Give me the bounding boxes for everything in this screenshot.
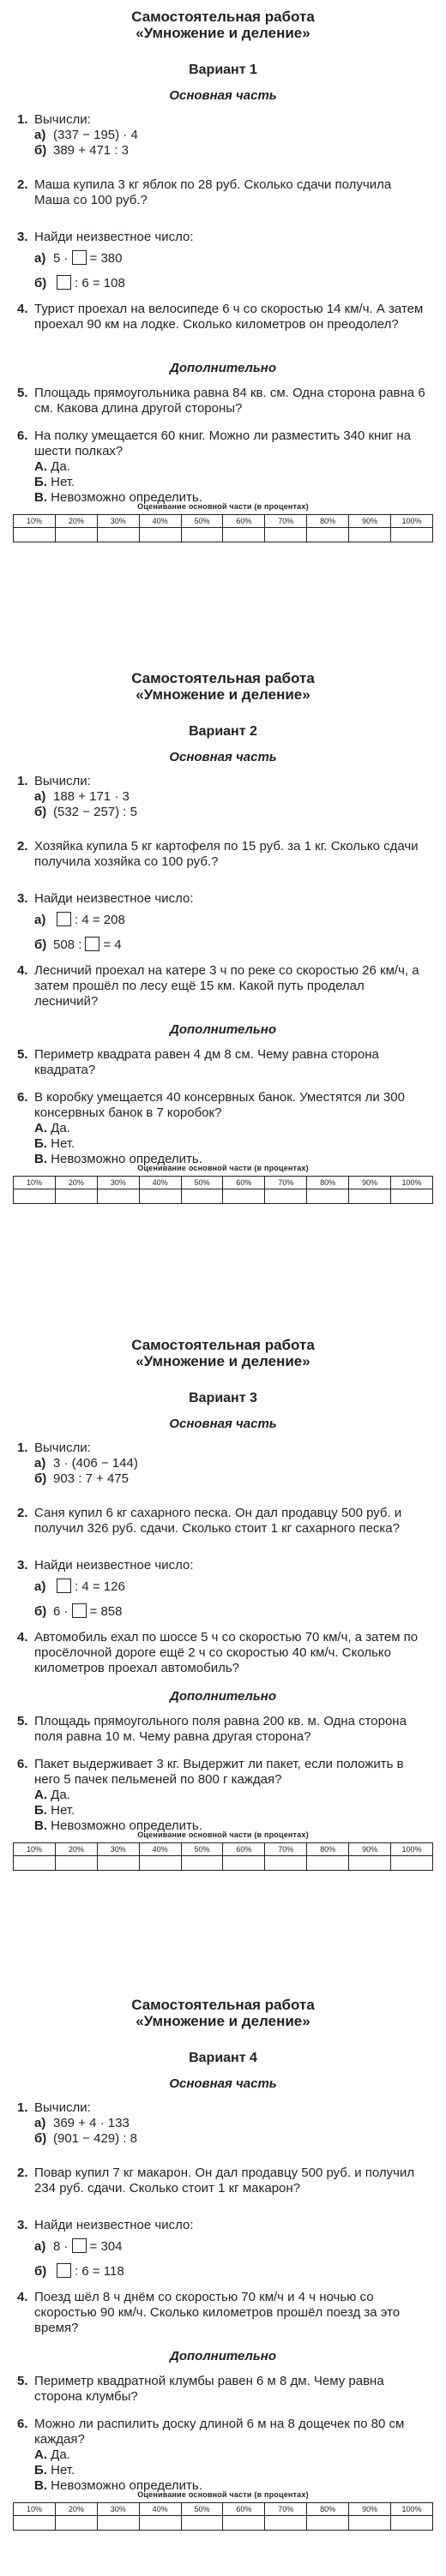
scale-cell[interactable] <box>181 528 223 542</box>
work-title-line2: «Умножение и деление» <box>136 686 310 703</box>
answer-box[interactable] <box>72 1603 87 1618</box>
scale-cell[interactable] <box>349 528 391 542</box>
work-title <box>0 1997 446 2029</box>
task-number: 2. <box>17 1506 28 1520</box>
task-5 <box>17 386 427 416</box>
task-number: 6. <box>17 1757 28 1771</box>
task-1 <box>17 1441 427 1487</box>
task-6 <box>17 2417 427 2494</box>
section-main-heading: Основная часть <box>169 1417 277 1431</box>
scale-cell[interactable] <box>223 1856 265 1871</box>
task-1 <box>17 2100 427 2147</box>
task-number: 4. <box>17 1630 28 1644</box>
task-text: Найди неизвестное число: <box>34 230 194 244</box>
task-2 <box>17 1506 427 1537</box>
task-number: 6. <box>17 1090 28 1105</box>
scale-caption: Оценивание основной части (в процентах) <box>137 502 309 511</box>
task-text: Хозяйка купила 5 кг картофеля по 15 руб. за 1 кг. Сколько сдачи получила хозяйка со 100 руб.? <box>34 839 419 869</box>
scale-cell[interactable] <box>139 1856 181 1871</box>
task-3 <box>17 1558 427 1620</box>
work-title-line1: Самостоятельная работа <box>131 670 315 686</box>
task-text: Повар купил 7 кг макарон. Он дал продавцу 500 руб. и получил 234 руб. сдачи. Сколько стоит 1 кг макарон? <box>34 2166 415 2196</box>
task-number: 1. <box>17 1441 28 1455</box>
scale-marks-row <box>14 1189 433 1204</box>
choice-b: Б. Нет. <box>34 475 75 489</box>
task-number: 1. <box>17 112 28 127</box>
subtask-a: а) 369 + 4 · 133 <box>34 2116 130 2130</box>
scale-cell[interactable] <box>349 2516 391 2531</box>
task-number: 4. <box>17 302 28 316</box>
section-main-heading: Основная часть <box>169 2076 277 2091</box>
scale-cell[interactable] <box>265 528 307 542</box>
task-3 <box>17 230 427 291</box>
choice-a: А. Да. <box>34 1788 70 1802</box>
scale-cell[interactable] <box>97 1189 139 1204</box>
grading-scale-table <box>13 2502 433 2531</box>
answer-box[interactable] <box>85 937 99 951</box>
section-extra-heading: Дополнительно <box>170 1689 276 1704</box>
task-text: Вычисли: <box>34 2100 91 2115</box>
scale-cell[interactable] <box>349 1189 391 1204</box>
task-4 <box>17 1630 427 1676</box>
task-1 <box>17 774 427 820</box>
subtask-a: а) : 4 = 126 <box>34 1579 125 1594</box>
scale-cell[interactable] <box>307 1856 349 1871</box>
section-extra-heading: Дополнительно <box>170 2349 276 2363</box>
work-title-line1: Самостоятельная работа <box>131 9 315 25</box>
task-number: 2. <box>17 177 28 192</box>
scale-header-row: 10% 20% 30% 40% 50% 60% 70% 80% 90% 100% <box>14 515 433 528</box>
task-text: Поезд шёл 8 ч днём со скоростью 70 км/ч и 4 ч ночью со скоростью 90 км/ч. Сколько километров прошёл поезд за это время? <box>34 2290 401 2335</box>
subtask-a: а) 5 · = 380 <box>34 251 123 266</box>
task-1 <box>17 112 427 159</box>
subtask-b: б) : 6 = 118 <box>34 2264 124 2279</box>
task-number: 2. <box>17 2166 28 2180</box>
task-6 <box>17 428 427 506</box>
task-text: Автомобиль ехал по шоссе 5 ч со скоростью 70 км/ч, а затем по просёлочной дороге ещё 2 ч со скоростью 40 км/ч. Сколько километров проехал автомобиль? <box>34 1630 419 1675</box>
choice-v: В. Невозможно определить. <box>34 490 202 505</box>
scale-header-row: 10% 20% 30% 40% 50% 60% 70% 80% 90% 100% <box>14 1843 433 1856</box>
task-number: 3. <box>17 1558 28 1573</box>
subtask-a: а) 3 · (406 − 144) <box>34 1456 138 1471</box>
scale-cell[interactable] <box>14 1856 56 1871</box>
work-title-line1: Самостоятельная работа <box>131 1337 315 1353</box>
grading-scale-table <box>13 1842 433 1871</box>
answer-box[interactable] <box>72 2238 87 2253</box>
scale-cell[interactable] <box>223 528 265 542</box>
task-number: 1. <box>17 774 28 788</box>
scale-cell[interactable] <box>265 1856 307 1871</box>
task-number: 6. <box>17 2417 28 2431</box>
task-number: 3. <box>17 230 28 244</box>
scale-cell[interactable] <box>55 1856 97 1871</box>
task-6 <box>17 1757 427 1834</box>
task-text: В коробку умещается 40 консервных банок. Уместятся ли 300 консервных банок в 7 коробок? <box>34 1090 405 1120</box>
task-text: На полку умещается 60 книг. Можно ли разместить 340 книг на шести полках? <box>34 428 411 458</box>
task-number: 4. <box>17 2290 28 2304</box>
scale-caption: Оценивание основной части (в процентах) <box>137 1164 309 1172</box>
section-extra-heading: Дополнительно <box>170 1022 276 1037</box>
work-title-line2: «Умножение и деление» <box>136 2013 310 2029</box>
task-5 <box>17 2374 427 2405</box>
variant-name: Вариант 1 <box>189 63 257 77</box>
task-text: Вычисли: <box>34 774 91 788</box>
subtask-a: а) : 4 = 208 <box>34 913 125 927</box>
answer-box[interactable] <box>57 2263 71 2278</box>
task-text: Вычисли: <box>34 1441 91 1455</box>
subtask-a: а) 8 · = 304 <box>34 2239 123 2254</box>
subtask-a: а) (337 − 195) · 4 <box>34 128 138 142</box>
scale-marks-row <box>14 528 433 542</box>
task-6 <box>17 1090 427 1167</box>
task-text: Найди неизвестное число: <box>34 891 194 906</box>
scale-marks-row <box>14 1856 433 1871</box>
task-text: Лесничий проехал на катере 3 ч по реке со скоростью 26 км/ч, а затем прошёл по лесу ещё 15 км. Какой путь проделал лесничий? <box>34 963 419 1009</box>
task-number: 3. <box>17 2218 28 2232</box>
choice-b: Б. Нет. <box>34 1136 75 1151</box>
scale-cell[interactable] <box>307 2516 349 2531</box>
scale-cell[interactable] <box>55 2516 97 2531</box>
scale-cell[interactable] <box>14 528 56 542</box>
task-number: 1. <box>17 2100 28 2115</box>
task-2 <box>17 839 427 870</box>
grading-scale-table <box>13 1176 433 1204</box>
task-number: 5. <box>17 1714 28 1728</box>
scale-cell[interactable] <box>391 2516 433 2531</box>
scale-marks-row <box>14 2516 433 2531</box>
work-title-line2: «Умножение и деление» <box>136 25 310 41</box>
task-text: Саня купил 6 кг сахарного песка. Он дал продавцу 500 руб. и получил 326 руб. сдачи. Сколько стоит 1 кг сахарного песка? <box>34 1506 402 1536</box>
scale-cell[interactable] <box>97 2516 139 2531</box>
variant-name: Вариант 4 <box>189 2051 257 2065</box>
task-text: Периметр квадрата равен 4 дм 8 см. Чему равна сторона квадрата? <box>34 1047 379 1077</box>
task-text: Турист проехал на велосипеде 6 ч со скоростью 14 км/ч. А затем проехал 90 км на лодке. Сколько километров он преодолел? <box>34 302 424 332</box>
choice-b: Б. Нет. <box>34 1803 75 1818</box>
scale-cell[interactable] <box>307 1189 349 1204</box>
scale-cell[interactable] <box>265 1189 307 1204</box>
scale-cell[interactable] <box>181 1189 223 1204</box>
scale-cell[interactable] <box>223 2516 265 2531</box>
scale-cell[interactable] <box>349 1856 391 1871</box>
answer-box[interactable] <box>72 250 87 265</box>
task-5 <box>17 1047 427 1078</box>
task-text: Вычисли: <box>34 112 91 127</box>
scale-cell[interactable] <box>55 528 97 542</box>
variant-name: Вариант 2 <box>189 724 257 739</box>
work-title <box>0 9 446 41</box>
subtask-b: б) 508 : = 4 <box>34 938 122 952</box>
work-title <box>0 1337 446 1369</box>
task-3 <box>17 2218 427 2279</box>
subtask-b: б) 903 : 7 + 475 <box>34 1471 129 1486</box>
choice-b: Б. Нет. <box>34 2463 75 2477</box>
scale-cell[interactable] <box>265 2516 307 2531</box>
choice-a: А. Да. <box>34 1121 70 1135</box>
task-number: 5. <box>17 2374 28 2388</box>
task-text: Найди неизвестное число: <box>34 1558 194 1573</box>
task-text: Маша купила 3 кг яблок по 28 руб. Сколько сдачи получила Маша со 100 руб.? <box>34 177 392 207</box>
task-2 <box>17 177 427 208</box>
scale-cell[interactable] <box>181 1856 223 1871</box>
task-2 <box>17 2166 427 2196</box>
task-text: Площадь прямоугольника равна 84 кв. см. Одна сторона равна 6 см. Какова длина другой стороны? <box>34 386 425 416</box>
choice-v: В. Невозможно определить. <box>34 2478 202 2493</box>
scale-cell[interactable] <box>391 1856 433 1871</box>
work-title-line2: «Умножение и деление» <box>136 1353 310 1369</box>
scale-cell[interactable] <box>97 1856 139 1871</box>
task-4 <box>17 963 427 1009</box>
task-number: 2. <box>17 839 28 854</box>
scale-cell[interactable] <box>223 1189 265 1204</box>
scale-cell[interactable] <box>55 1189 97 1204</box>
grading-scale-table <box>13 514 433 542</box>
scale-cell[interactable] <box>14 1189 56 1204</box>
scale-cell[interactable] <box>139 528 181 542</box>
section-main-heading: Основная часть <box>169 750 277 764</box>
subtask-b: б) (532 − 257) : 5 <box>34 805 137 819</box>
task-number: 5. <box>17 1047 28 1062</box>
subtask-b: б) (901 − 429) : 8 <box>34 2131 137 2146</box>
scale-cell[interactable] <box>14 2516 56 2531</box>
scale-caption: Оценивание основной части (в процентах) <box>137 1830 309 1839</box>
scale-cell[interactable] <box>139 2516 181 2531</box>
scale-cell[interactable] <box>307 528 349 542</box>
task-number: 4. <box>17 963 28 978</box>
task-5 <box>17 1714 427 1745</box>
answer-box[interactable] <box>57 275 71 290</box>
task-4 <box>17 2290 427 2336</box>
answer-box[interactable] <box>57 1579 71 1593</box>
work-title <box>0 670 446 703</box>
scale-cell[interactable] <box>181 2516 223 2531</box>
task-number: 3. <box>17 891 28 906</box>
task-number: 6. <box>17 428 28 443</box>
task-text: Площадь прямоугольного поля равна 200 кв. м. Одна сторона поля равна 10 м. Чему равна другая сторона? <box>34 1714 407 1744</box>
variant-name: Вариант 3 <box>189 1391 257 1405</box>
section-extra-heading: Дополнительно <box>170 361 276 375</box>
task-text: Найди неизвестное число: <box>34 2218 194 2232</box>
task-number: 5. <box>17 386 28 400</box>
scale-caption: Оценивание основной части (в процентах) <box>137 2490 309 2499</box>
answer-box[interactable] <box>57 912 71 926</box>
choice-a: А. Да. <box>34 2447 70 2462</box>
task-3 <box>17 891 427 953</box>
section-main-heading: Основная часть <box>169 88 277 103</box>
subtask-b: б) : 6 = 108 <box>34 276 125 291</box>
choice-a: А. Да. <box>34 459 70 474</box>
scale-cell[interactable] <box>139 1189 181 1204</box>
subtask-b: б) 389 + 471 : 3 <box>34 143 129 158</box>
task-4 <box>17 302 427 332</box>
scale-header-row: 10% 20% 30% 40% 50% 60% 70% 80% 90% 100% <box>14 1177 433 1189</box>
scale-cell[interactable] <box>391 528 433 542</box>
task-text: Можно ли распилить доску длиной 6 м на 8 дощечек по 80 см каждая? <box>34 2417 405 2447</box>
work-title-line1: Самостоятельная работа <box>131 1997 315 2013</box>
subtask-a: а) 188 + 171 · 3 <box>34 789 130 804</box>
scale-cell[interactable] <box>97 528 139 542</box>
subtask-b: б) 6 · = 858 <box>34 1604 123 1619</box>
task-text: Периметр квадратной клумбы равен 6 м 8 дм. Чему равна сторона клумбы? <box>34 2374 384 2404</box>
scale-cell[interactable] <box>391 1189 433 1204</box>
choice-v: В. Невозможно определить. <box>34 1152 202 1166</box>
scale-header-row: 10% 20% 30% 40% 50% 60% 70% 80% 90% 100% <box>14 2503 433 2516</box>
task-text: Пакет выдерживает 3 кг. Выдержит ли пакет, если положить в него 5 пачек пельменей по 800 г каждая? <box>34 1757 404 1787</box>
choice-v: В. Невозможно определить. <box>34 1818 202 1833</box>
